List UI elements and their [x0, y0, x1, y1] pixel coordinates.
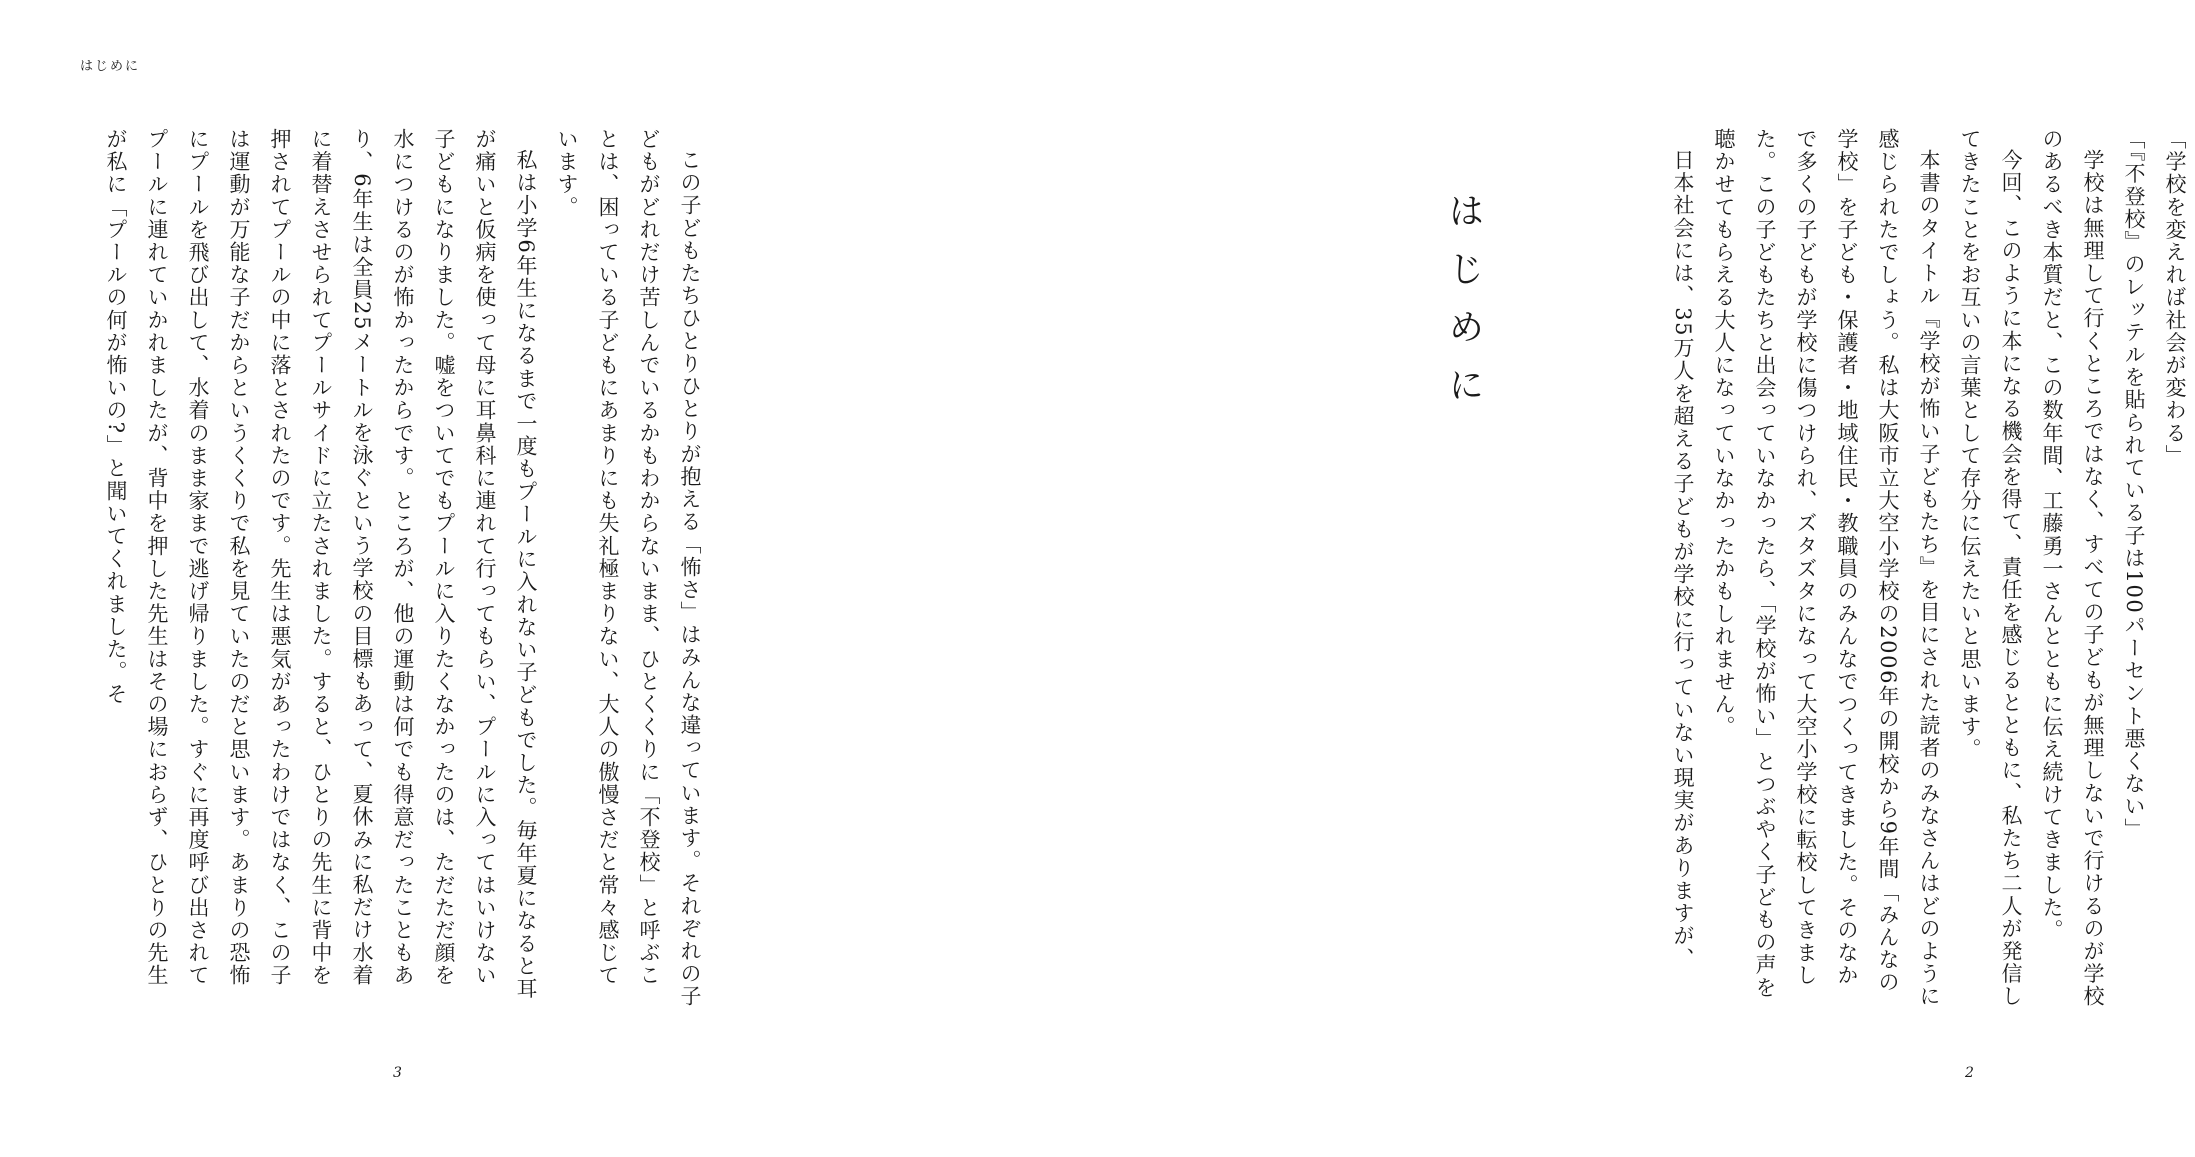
running-head: はじめに — [80, 59, 141, 74]
body-paragraph: 学校は無理して行くところではなく、すべての子どもが無理しないで行けるのが学校のあるべき本質だと、この数年間、工藤勇一さんとともに伝え続けてきました。 — [2040, 128, 2105, 1008]
quote-line: 「『不登校』のレッテルを貼られている子は100パーセント悪くない」 — [2122, 128, 2146, 841]
body-paragraph: 今回、このように本になる機会を得て、責任を感じるとともに、私たち二人が発信してきたことをお互いの言葉として存分に伝えたいと思います。 — [1958, 128, 2023, 1008]
right-page-body — [1671, 128, 2195, 1008]
body-paragraph: 本書のタイトル『学校が怖い子どもたち』を目にされた読者のみなさんはどのように感じられたでしょう。私は大阪市立大空小学校の2006年の開校から9年間「みんなの学校」を子ども・保護者・地域住民・教職員のみんなでつくってきました。そのなかで多くの子どもが学校に傷つけられ、ズタズタになって大空小学校に転校してきました。この子どもたちと出会っていなかったら、「学校が怖い」とつぶやく子どもの声を聴かせてもらえる大人になっていなかったかもしれません。 — [1712, 128, 1941, 1008]
body-paragraph: この子どもたちひとりひとりが抱える「怖さ」はみんな違っています。それぞれの子どもがどれだけ苦しんでいるかもわからないまま、ひとくくりに「不登校」と呼ぶことは、困っている子どもにあまりにも失礼極まりない、大人の傲慢さだと常々感じています。 — [555, 128, 702, 1008]
left-page-body — [92, 128, 710, 1008]
quote-line: 「学校を変えれば社会が変わる」 — [2163, 128, 2187, 467]
page-number: 3 — [393, 1065, 402, 1081]
right-page — [800, 0, 2187, 1157]
chapter-title: はじめに — [1443, 192, 1484, 424]
body-paragraph: 私は小学6年生になるまで一度もプールに入れない子どもでした。毎年夏になると耳が痛いと仮病を使って母に耳鼻科に連れて行ってもらい、プールに入ってはいけない子どもになりました。嘘をついてでもプールに入りたくなかったのは、ただただ顔を水につけるのが怖かったからです。ところが、他の運動は何でも得意だったこともあり、6年生は全員25メートルを泳ぐという学校の目標もあって、夏休みに私だけ水着に着替えさせられてプールサイドに立たされました。すると、ひとりの先生に背中を押されてプールの中に落とされたのです。先生は悪気があったわけではなく、この子は運動が万能な子だからというくくりで私を見ていたのだと思います。あまりの恐怖にプールを飛び出して、水着のまま家まで逃げ帰りました。すぐに再度呼び出されてプールに連れていかれましたが、背中を押した先生はその場におらず、ひとりの先生が私に「プールの何が怖いの?」と聞いてくれました。そ — [104, 128, 538, 1001]
left-page — [0, 0, 800, 1157]
page-number: 2 — [1965, 1065, 1974, 1081]
body-paragraph: 日本社会には、35万人を超える子どもが学校に行っていない現実がありますが、 — [1671, 149, 1695, 970]
